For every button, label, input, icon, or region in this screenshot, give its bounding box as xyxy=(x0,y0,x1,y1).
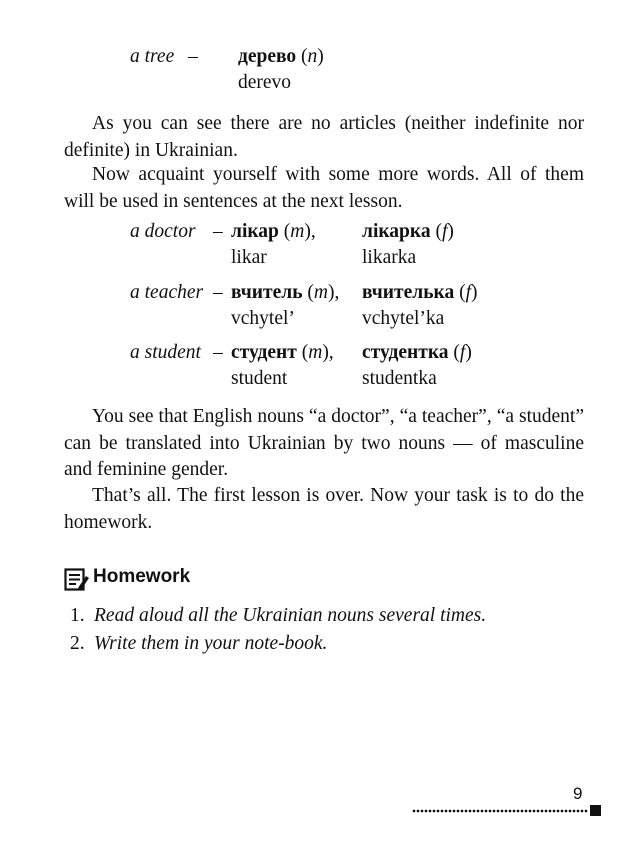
homework-title: Homework xyxy=(93,566,191,587)
noun-teacher-m-word: вчитель xyxy=(231,282,303,303)
paragraph-english-nouns: You see that English nouns “a doctor”, “a teacher”, “a student” can be translated into Ukrainian by two nouns — of masculine and feminine gender. xyxy=(64,406,584,480)
noun-teacher-f-gender: f xyxy=(465,282,471,303)
noun-doctor-f-gender: f xyxy=(441,221,448,242)
noun-teacher-masculine: вчитель (m), xyxy=(231,282,340,303)
noun-doctor-m-word: лікар xyxy=(231,221,279,242)
noun-student-f-translit: studentka xyxy=(362,368,437,389)
notepad-icon xyxy=(64,568,90,592)
noun-student-feminine: студентка (f) xyxy=(362,342,472,363)
homework-item-2-number: 2. xyxy=(70,633,85,654)
paragraph-acquaint: Now acquaint yourself with some more words. All of them will be used in sentences at the next lesson. xyxy=(64,164,584,212)
vocab-tree-en: a tree xyxy=(130,46,175,67)
vocab-tree-gender: n xyxy=(307,46,318,67)
vocab-tree-uk: дерево xyxy=(238,46,297,67)
noun-teacher-m-gender: m xyxy=(313,282,328,303)
homework-item-2-text: Write them in your note-book. xyxy=(94,633,328,654)
noun-teacher-en: a teacher xyxy=(130,282,204,303)
footer-dotted-rule xyxy=(412,808,588,814)
noun-doctor-m-translit: likar xyxy=(231,247,267,268)
homework-item-1-text: Read aloud all the Ukrainian nouns several times. xyxy=(94,605,487,626)
noun-student-m-gender: m xyxy=(308,342,323,363)
paragraph-articles: As you can see there are no articles (neither indefinite nor definite) in Ukrainian. xyxy=(64,113,584,161)
noun-student-dash: – xyxy=(213,342,223,363)
noun-student-f-gender: f xyxy=(459,342,466,363)
vocab-tree-dash: – xyxy=(188,46,198,67)
noun-doctor-dash: – xyxy=(213,221,223,242)
paragraph-lesson-over: That’s all. The first lesson is over. Now your task is to do the homework. xyxy=(64,485,584,533)
noun-teacher-feminine: вчителька (f) xyxy=(362,282,478,303)
noun-doctor-f-translit: likarka xyxy=(362,247,417,268)
vocab-tree-uk-term: дерево (n) xyxy=(238,46,324,67)
noun-teacher-dash: – xyxy=(213,282,223,303)
noun-doctor-masculine: лікар (m), xyxy=(231,221,316,242)
page-number: 9 xyxy=(573,784,583,803)
homework-item-1-number: 1. xyxy=(70,605,85,626)
noun-teacher-f-word: вчителька xyxy=(362,282,455,303)
noun-student-masculine: студент (m), xyxy=(231,342,334,363)
noun-student-en: a student xyxy=(130,342,201,363)
footer-square-marker xyxy=(590,805,601,816)
noun-teacher-m-translit: vchytel’ xyxy=(231,308,295,329)
noun-student-m-translit: student xyxy=(231,368,288,389)
noun-doctor-en: a doctor xyxy=(130,221,196,242)
noun-teacher-f-translit: vchytel’ka xyxy=(362,308,445,329)
noun-doctor-m-gender: m xyxy=(290,221,305,242)
noun-doctor-feminine: лікарка (f) xyxy=(362,221,454,242)
noun-student-m-word: студент xyxy=(231,342,297,363)
noun-doctor-f-word: лікарка xyxy=(362,221,431,242)
vocab-tree-translit: derevo xyxy=(238,72,292,93)
noun-student-f-word: студентка xyxy=(362,342,449,363)
